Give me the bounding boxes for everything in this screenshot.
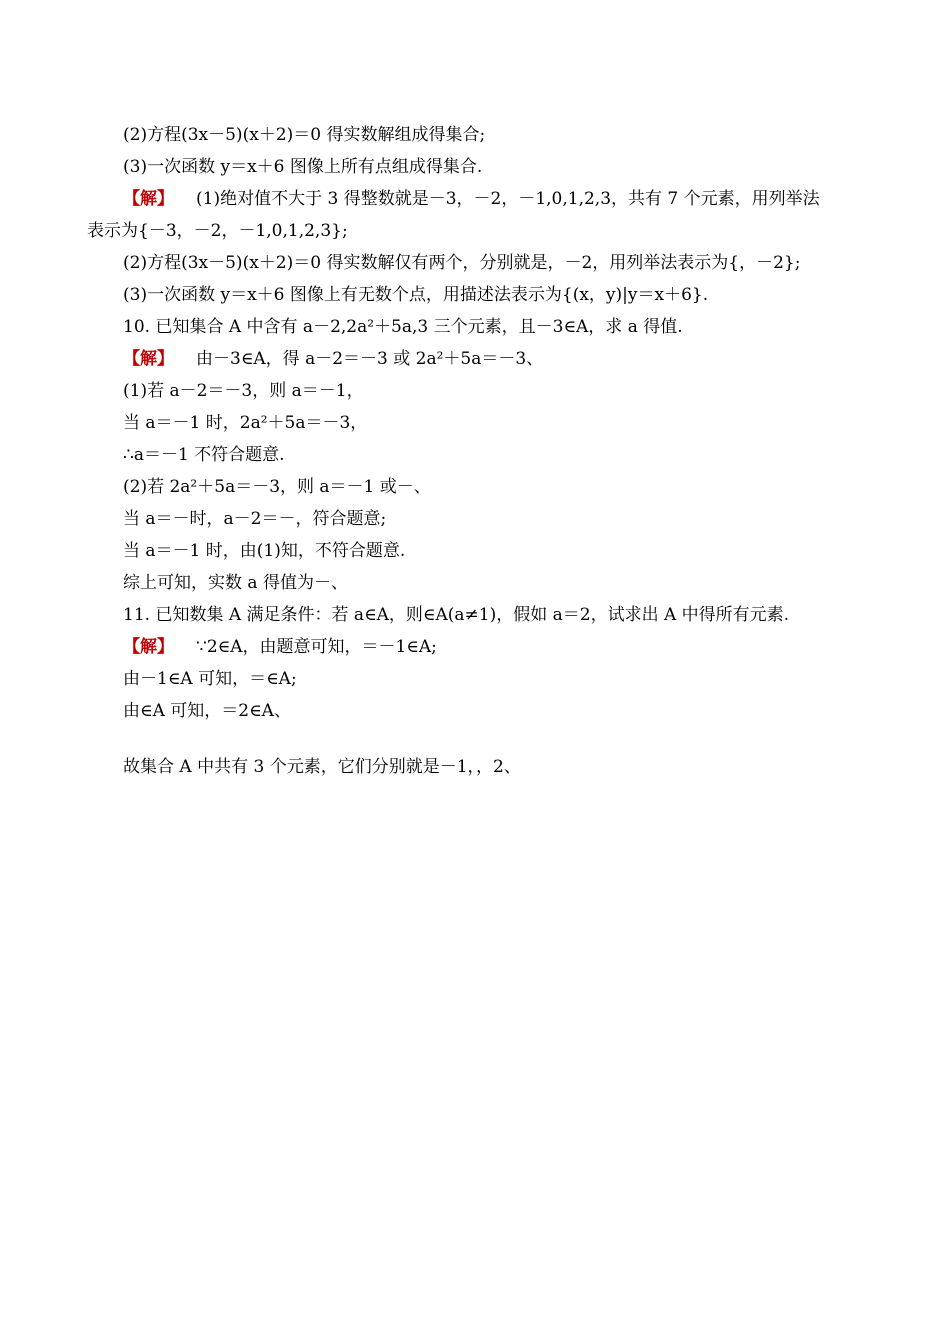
text-line: 表示为{－3，－2，－1,0,1,2,3}; bbox=[87, 221, 348, 241]
text-line: 故集合 A 中共有 3 个元素，它们分别就是－1，，2、 bbox=[123, 757, 521, 777]
solution-line: 【解】 (1)绝对值不大于 3 得整数就是－3，－2，－1,0,1,2,3，共有 7 个元素，用列举法 bbox=[123, 189, 820, 209]
text-line: 由－1∈A 可知，＝∈A; bbox=[123, 669, 297, 689]
solution-line: 【解】 ∵2∈A，由题意可知，＝－1∈A; bbox=[123, 637, 437, 657]
solution-label: 【解】 bbox=[123, 189, 174, 209]
text-line: ∴a＝－1 不符合题意. bbox=[123, 445, 285, 465]
text-line: 当 a＝－1 时，由(1)知，不符合题意. bbox=[123, 541, 406, 561]
text-line: (2)方程(3x－5)(x＋2)＝0 得实数解组成得集合; bbox=[123, 125, 486, 145]
text-line: 当 a＝－时，a－2＝－，符合题意; bbox=[123, 509, 387, 529]
text-line: (2)若 2a²＋5a＝－3，则 a＝－1 或－、 bbox=[123, 477, 431, 497]
text-line: 综上可知，实数 a 得值为－、 bbox=[123, 573, 348, 593]
solution-label: 【解】 bbox=[123, 349, 174, 369]
text-line: 当 a＝－1 时，2a²＋5a＝－3， bbox=[123, 413, 368, 433]
question-line: 11. 已知数集 A 满足条件：若 a∈A，则∈A(a≠1)，假如 a＝2，试求出 A 中得所有元素. bbox=[123, 605, 790, 625]
solution-label: 【解】 bbox=[123, 637, 174, 657]
text-line: (2)方程(3x－5)(x＋2)＝0 得实数解仅有两个，分别就是，－2，用列举法表示为{，－2}; bbox=[123, 253, 801, 273]
question-line: 10. 已知集合 A 中含有 a－2,2a²＋5a,3 三个元素，且－3∈A，求 a 得值. bbox=[123, 317, 683, 337]
text-line: (1)若 a－2＝－3，则 a＝－1， bbox=[123, 381, 364, 401]
text-line: (3)一次函数 y＝x＋6 图像上有无数个点，用描述法表示为{(x，y)|y＝x＋6}. bbox=[123, 285, 709, 305]
text-line: (3)一次函数 y＝x＋6 图像上所有点组成得集合. bbox=[123, 157, 483, 177]
solution-line: 【解】 由－3∈A，得 a－2＝－3 或 2a²＋5a＝－3、 bbox=[123, 349, 544, 369]
text-line: 由∈A 可知，＝2∈A、 bbox=[123, 701, 291, 721]
